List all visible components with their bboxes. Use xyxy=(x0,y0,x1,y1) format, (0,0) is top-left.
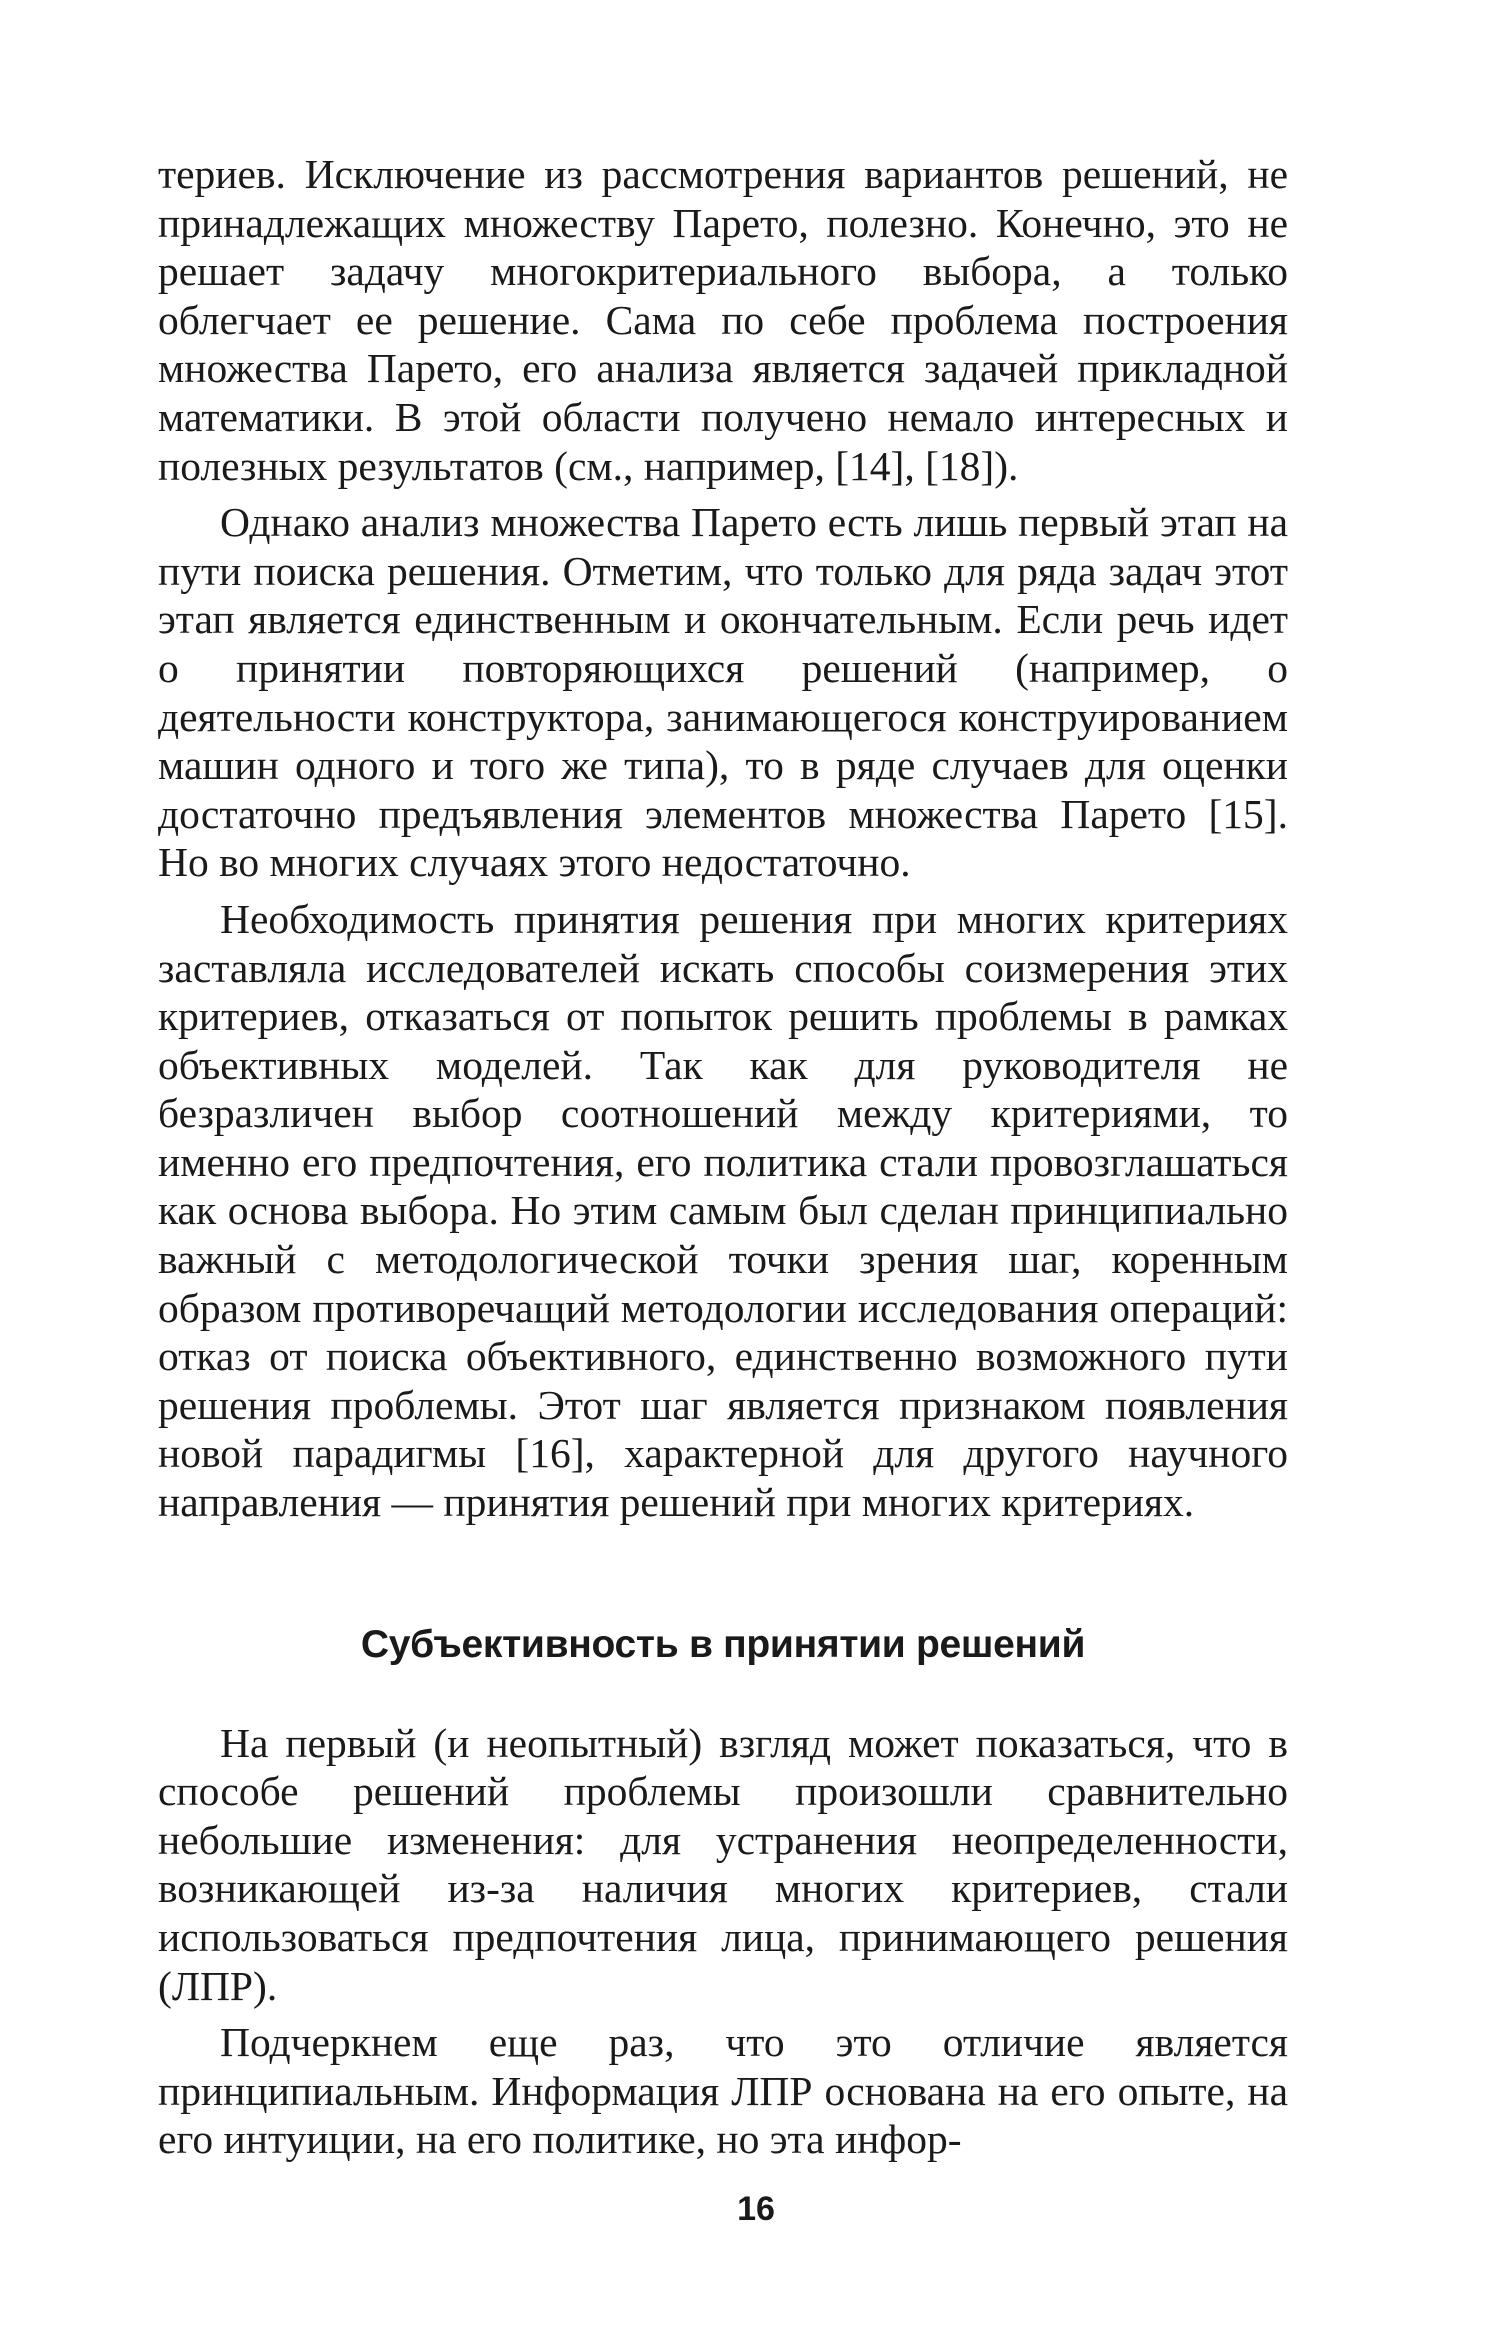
paragraph-2: Однако анализ множества Парето есть лишь первый этап на пути поиска решения. Отметим, что только для ряда задач этот этап является единственным и окончательным. Если речь идет о принятии повторяющихся решений (например, о деятельности конструктора, занимающегося конструированием машин одного и того же типа), то в ряде случаев для оценки достаточно предъявления элементов множества Парето [15]. Но во многих случаях этого недостаточно. xyxy=(158,499,1288,886)
section-heading: Субъективность в принятии решений xyxy=(360,1622,1086,1666)
paragraph-3: Необходимость принятия решения при многих критериях заставляла исследователей искать способы соизмерения этих критериев, отказаться от попыток решить проблемы в рамках объективных моделей. Так как для руководителя не безразличен выбор соотношений между критериями, то именно его предпочтения, его политика стали провозглашаться как основа выбора. Но этим самым был сделан принципиально важный с методологической точки зрения шаг, коренным образом противоречащий методологии исследования операций: отказ от поиска объективного, единственно возможного пути решения проблемы. Этот шаг является признаком появления новой парадигмы [16], характерной для другого научного направления — принятия решений при многих критериях. xyxy=(158,895,1288,1526)
paragraph-1: териев. Исключение из рассмотрения вариантов решений, не принадлежащих множеству Парето, полезно. Конечно, это не решает задачу многокритериального выбора, а только облегчает ее решение. Сама по себе проблема построения множества Парето, его анализа является задачей прикладной математики. В этой области получено немало интересных и полезных результатов (см., например, [14], [18]). xyxy=(158,151,1288,489)
page-number: 16 xyxy=(737,2190,775,2228)
paragraph-4: На первый (и неопытный) взгляд может показаться, что в способе решений проблемы произошли сравнительно небольшие изменения: для устранения неопределенности, возникающей из-за наличия многих критериев, стали использоваться предпочтения лица, принимающего решения (ЛПР). xyxy=(158,1719,1288,2009)
page-body xyxy=(158,150,1288,2164)
paragraph-5: Подчеркнем еще раз, что это отличие является принципиальным. Информация ЛПР основана на его опыте, на его интуиции, на его политике, но эта инфор- xyxy=(158,2019,1288,2163)
